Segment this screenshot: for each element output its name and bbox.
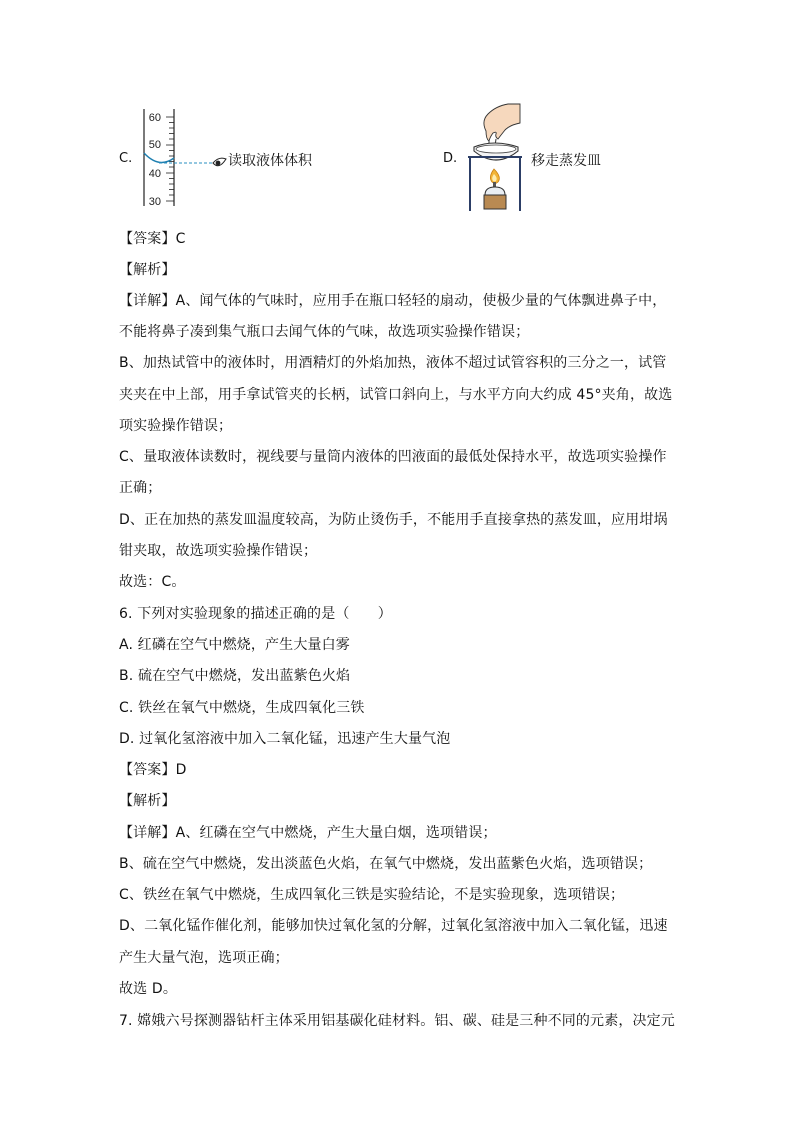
analysis-heading: 【解析】: [119, 793, 176, 809]
tick-label-50: 50: [148, 139, 161, 151]
explanation-line: 项实验操作错误；: [119, 418, 233, 434]
meniscus: [144, 153, 174, 162]
explanation-line: 正确；: [119, 480, 162, 496]
option-c-letter: C.: [119, 151, 133, 166]
explanation-line: 产生大量气泡，选项正确；: [119, 950, 289, 966]
graduated-cylinder-figure: [133, 109, 228, 209]
question-6-option-c: C. 铁丝在氧气中燃烧，生成四氧化三铁: [119, 700, 365, 716]
explanation-line: 夹夹在中上部，用手拿试管夹的长柄，试管口斜向上，与水平方向大约成 45°夹角，故选: [119, 387, 673, 403]
question-6-option-d: D. 过氧化氢溶液中加入二氧化锰，迅速产生大量气泡: [119, 731, 451, 747]
eye-icon: [213, 158, 226, 166]
question-6-option-b: B. 硫在空气中燃烧，发出蓝紫色火焰: [119, 668, 351, 684]
explanation-line: B、加热试管中的液体时，用酒精灯的外焰加热，液体不超过试管容积的三分之一，试管: [119, 355, 667, 371]
option-c-caption: 读取液体体积: [228, 153, 312, 169]
explanation-line: D、正在加热的蒸发皿温度较高，为防止烫伤手，不能用手直接拿热的蒸发皿，应用坩埚: [119, 512, 668, 528]
option-d-letter: D.: [443, 151, 458, 166]
evaporating-dish-figure: [460, 103, 528, 215]
alcohol-lamp: [484, 169, 506, 209]
hand-icon: [484, 104, 520, 147]
question-7-stem: 7. 嫦娥六号探测器钻杆主体采用铝基碳化硅材料。铝、碳、硅是三种不同的元素，决定元: [119, 1013, 675, 1029]
analysis-heading: 【解析】: [119, 262, 176, 278]
explanation-line: C、量取液体读数时，视线要与量筒内液体的凹液面的最低处保持水平，故选项实验操作: [119, 449, 667, 465]
explanation-line: 【详解】A、闻气体的气味时，应用手在瓶口轻轻的扇动，使极少量的气体飘进鼻子中，: [119, 293, 667, 309]
explanation-line: 不能将鼻子凑到集气瓶口去闻气体的气味，故选项实验操作错误；: [119, 324, 530, 340]
tick-label-60: 60: [148, 112, 161, 124]
answer-line: 【答案】D: [119, 762, 187, 778]
explanation-line: 钳夹取，故选项实验操作错误；: [119, 543, 318, 559]
explanation-line: D、二氧化锰作催化剂，能够加快过氧化氢的分解，过氧化氢溶液中加入二氧化锰，迅速: [119, 918, 668, 934]
explanation-line: 【详解】A、红磷在空气中燃烧，产生大量白烟，选项错误；: [119, 825, 497, 841]
tick-label-40: 40: [148, 168, 161, 180]
conclusion-line: 故选 D。: [119, 981, 177, 997]
answer-line: 【答案】C: [119, 231, 186, 247]
question-6-stem: 6. 下列对实验现象的描述正确的是（ ）: [119, 606, 392, 622]
explanation-line: C、铁丝在氧气中燃烧，生成四氧化三铁是实验结论，不是实验现象，选项错误；: [119, 887, 625, 903]
conclusion-line: 故选：C。: [119, 574, 186, 590]
explanation-line: B、硫在空气中燃烧，发出淡蓝色火焰，在氧气中燃烧，发出蓝紫色火焰，选项错误；: [119, 856, 653, 872]
question-6-option-a: A. 红磷在空气中燃烧，产生大量白雾: [119, 637, 350, 653]
tick-label-30: 30: [148, 196, 161, 208]
figure-row: [0, 105, 794, 220]
option-d-caption: 移走蒸发皿: [531, 153, 601, 169]
